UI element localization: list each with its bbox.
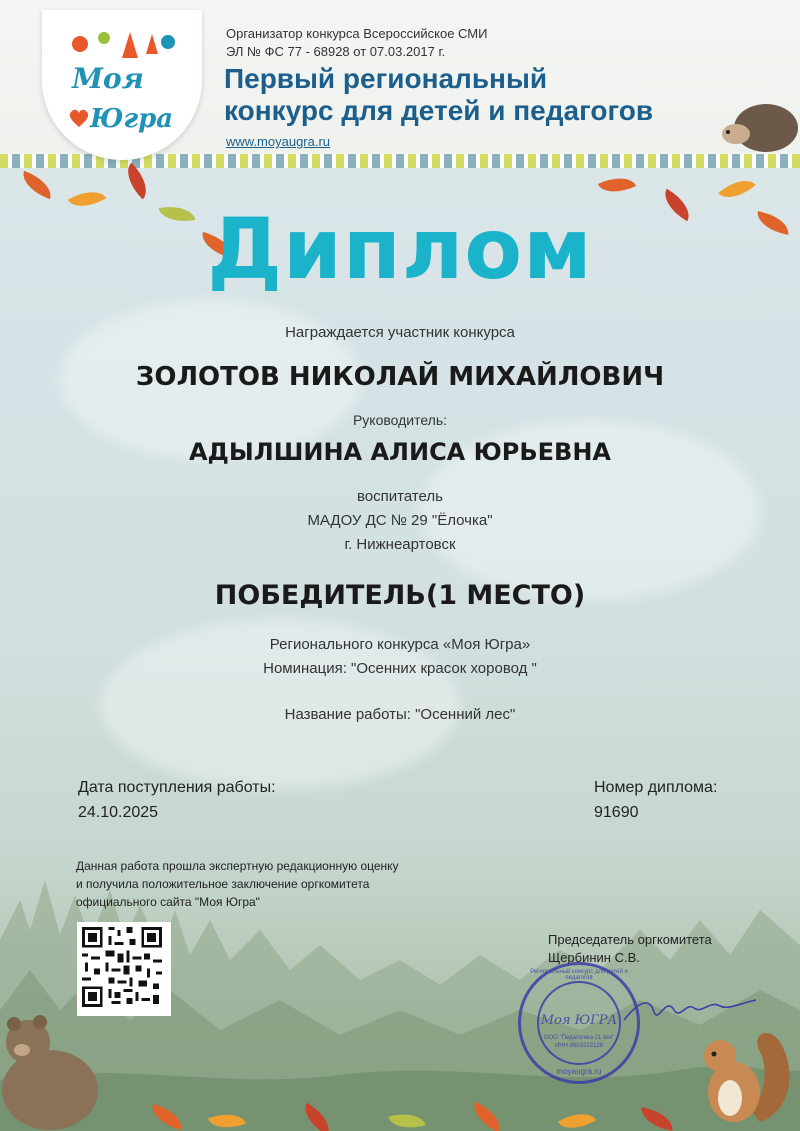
chairman-name: Щербинин С.В. (548, 950, 640, 965)
logo-text-moya: Моя (72, 62, 144, 95)
stamp-inn: ИНН 8603222128 (554, 1043, 603, 1049)
review-note-line3: официального сайта "Моя Югра" (76, 895, 260, 909)
qr-code-icon (79, 924, 165, 1010)
nomination-text: Номинация: "Осенних красок хоровод " (263, 660, 537, 677)
institution-text: МАДОУ ДС № 29 "Ёлочка" (307, 512, 493, 529)
city-text: г. Нижнеартовск (344, 536, 456, 553)
number-label: Номер диплома: (594, 779, 718, 796)
number-value: 91690 (594, 804, 639, 821)
review-note-line1: Данная работа прошла экспертную редакционную оценку (76, 859, 399, 873)
logo (42, 10, 202, 172)
stamp-ring-text: Региональный конкурс для детей и педагогов (530, 969, 628, 981)
date-label: Дата поступления работы: (78, 779, 276, 796)
stamp-site: moyaugra.ru (556, 1067, 602, 1076)
hedgehog-icon (718, 92, 800, 156)
contest-text: Регионального конкурса «Моя Югра» (269, 636, 531, 653)
header-title-line1: Первый региональный (224, 63, 548, 94)
supervisor-name: АДЫЛШИНА АЛИСА ЮРЬЕВНА (188, 438, 612, 466)
bear-icon (0, 1010, 110, 1131)
place-text: ПОБЕДИТЕЛЬ(1 МЕСТО) (214, 580, 586, 611)
chairman-title: Председатель оргкомитета (548, 932, 712, 947)
heart-icon (68, 108, 90, 128)
website-link[interactable]: www.moyaugra.ru (226, 134, 331, 149)
supervisor-label: Руководитель: (352, 412, 448, 428)
header-title-line2: конкурс для детей и педагогов (224, 95, 654, 126)
leaf-icon (18, 171, 56, 200)
awarded-text: Награждается участник конкурса (285, 324, 515, 341)
registration-line: ЭЛ № ФС 77 - 68928 от 07.03.2017 г. (226, 44, 446, 59)
logo-text-yugra: Югра (90, 104, 174, 134)
organizer-line: Организатор конкурса Всероссийское СМИ (226, 26, 488, 41)
squirrel-icon (690, 1012, 800, 1131)
work-title-text: Название работы: "Осенний лес" (284, 706, 516, 723)
diploma-title: Диплом (207, 200, 593, 298)
qr-code[interactable] (77, 922, 171, 1016)
logo-ornament-icon (60, 24, 184, 64)
stamp-company: ООО "Педагогика 21 век" (543, 1035, 615, 1041)
leaf-icon (598, 170, 636, 201)
review-note-line2: и получила положительное заключение оргкомитета (76, 877, 370, 891)
stamp-center-text: Моя ЮГРА (540, 1013, 618, 1028)
position-text: воспитатель (357, 488, 443, 505)
date-value: 24.10.2025 (78, 804, 159, 821)
participant-name: ЗОЛОТОВ НИКОЛАЙ МИХАЙЛОВИЧ (135, 362, 665, 392)
